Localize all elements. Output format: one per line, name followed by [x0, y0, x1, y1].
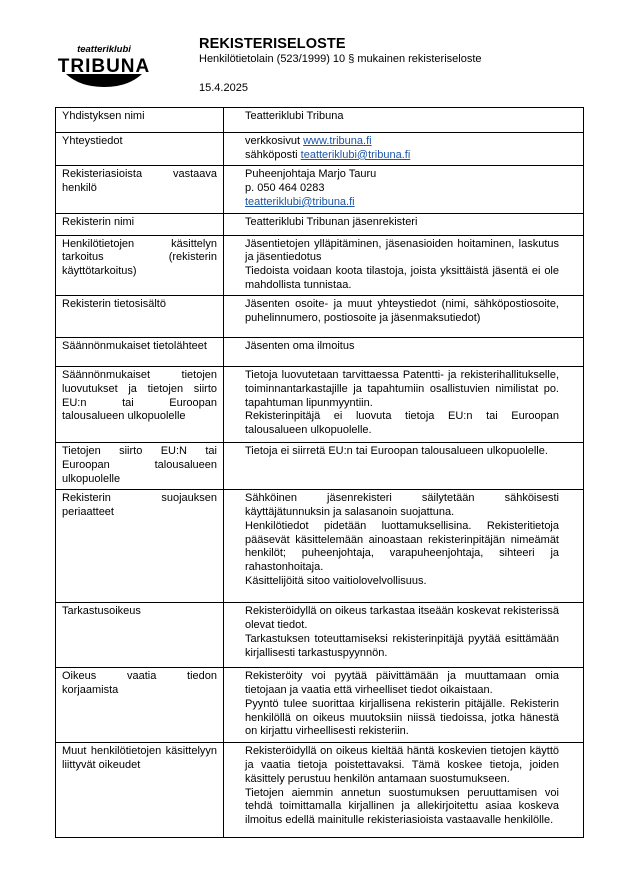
- table-row: [56, 668, 584, 743]
- value-line: Tarkastuksen toteuttamiseksi rekisterinpitäjä pyytää esittämään kirjallisesti tarkastuspyynnön.: [245, 632, 559, 659]
- row-label: Muut henkilötietojen käsittelyyn liittyvät oikeudet: [56, 743, 224, 838]
- contact-email-link[interactable]: teatteriklubi@tribuna.fi: [245, 195, 355, 208]
- table-row: [56, 235, 584, 296]
- row-label: Tarkastusoikeus: [56, 603, 224, 668]
- table-row: [56, 338, 584, 367]
- website-line: [245, 135, 559, 149]
- row-value: [224, 443, 584, 490]
- value-line: Jäsenten osoite- ja muut yhteystiedot (nimi, sähköpostiosoite, puhelinnumero, postiosoite ja jäsenmaksutiedot): [245, 298, 559, 325]
- value-line: Pyyntö tulee suorittaa kirjallisena rekisterin pitäjälle. Rekisterin henkilöllä on oikeus muutoksiin niissä tiedoissa, jotka hänestä on kirjattu virheellisesti rekisteriin.: [245, 697, 559, 738]
- row-label: Tietojen siirto EU:N tai Euroopan talousalueen ulkopuolelle: [56, 443, 224, 490]
- row-label: Henkilötietojen käsittelyn tarkoitus (rekisterin käyttötarkoitus): [56, 235, 224, 296]
- document-subtitle: Henkilötietolain (523/1999) 10 § mukainen rekisteriseloste: [199, 53, 482, 65]
- row-value: [224, 296, 584, 338]
- value-line: Teatteriklubi Tribuna: [245, 110, 344, 122]
- table-row: [56, 133, 584, 166]
- value-line: Rekisteröidyllä on oikeus tarkastaa itseään koskevat rekisterissä olevat tiedot.: [245, 605, 559, 632]
- row-label: Rekisterin tietosisältö: [56, 296, 224, 338]
- value-line: Tietojen aiemmin annetun suostumuksen peruuttamisen voi tehdä toimittamalla kirjallinen ja allekirjoitettu asiaa koskeva ilmoitus edellä mainitulle rekisteriasioista vastaavalle henkilölle.: [245, 786, 559, 826]
- tribuna-logo-graphic: [58, 40, 150, 92]
- value-line: Rekisterinpitäjä ei luovuta tietoja EU:n tai Euroopan talousalueen ulkopuolelle.: [245, 410, 559, 437]
- value-line: Tietoja luovutetaan tarvittaessa Patentti- ja rekisterihallitukselle, toiminnantarkastajille ja tapahtumiin osallistuvien nimilistat po. tapahtuman lipunmyyntiin.: [245, 369, 559, 409]
- row-value: [224, 108, 584, 133]
- svg-text:teatteriklubi: teatteriklubi: [77, 44, 131, 55]
- table-row: [56, 166, 584, 213]
- website-link[interactable]: www.tribuna.fi: [303, 135, 372, 147]
- row-value: [224, 743, 584, 838]
- row-value: [224, 603, 584, 668]
- value-line: Jäsentietojen ylläpitäminen, jäsenasioiden hoitaminen, laskutus ja jäsentiedotus: [245, 237, 559, 264]
- table-row: [56, 108, 584, 133]
- svg-text:TRIBUNA: TRIBUNA: [58, 56, 150, 77]
- value-line: p. 050 464 0283: [245, 182, 325, 195]
- email-label: sähköposti: [245, 148, 298, 161]
- row-value: [224, 166, 584, 213]
- row-label: Säännönmukaiset tietojen luovutukset ja tietojen siirto EU:n tai Euroopan talousalueen ulkopuolelle: [56, 367, 224, 443]
- row-value: [224, 213, 584, 235]
- row-value: [224, 338, 584, 367]
- row-label: Yhteystiedot: [56, 133, 224, 166]
- register-table: [55, 107, 584, 838]
- row-label: Rekisterin nimi: [56, 213, 224, 235]
- document-date: 15.4.2025: [199, 82, 248, 94]
- value-line: Henkilötiedot pidetään luottamuksellisina. Rekisteritietoja pääsevät käsittelemään ainoastaan rekisterinpitäjän nimeämät henkilöt; puheenjohtaja, varapuheenjohtaja, sihteeri ja rahastonhoitaja.: [245, 519, 559, 573]
- row-label: Rekisterin suojauksen periaatteet: [56, 490, 224, 603]
- row-value: [224, 668, 584, 743]
- value-line: Sähköinen jäsenrekisteri säilytetään sähköisesti käyttäjätunnuksin ja salasanoin suojattuna.: [245, 492, 559, 519]
- website-label: verkkosivut: [245, 135, 301, 147]
- table-row: [56, 213, 584, 235]
- value-line: Puheenjohtaja Marjo Tauru: [245, 168, 377, 181]
- value-line: Rekisteröity voi pyytää päivittämään ja muuttamaan omia tietojaan ja vaatia että virheelliset tiedot oikaistaan.: [245, 670, 559, 697]
- document-title: REKISTERISELOSTE: [199, 36, 346, 52]
- table-row: [56, 443, 584, 490]
- tribuna-logo: [58, 40, 150, 92]
- row-value: [224, 367, 584, 443]
- table-row: [56, 743, 584, 838]
- table-row: [56, 603, 584, 668]
- row-label: Oikeus vaatia tiedon korjaamista: [56, 668, 224, 743]
- value-line: Jäsenten oma ilmoitus: [245, 340, 355, 353]
- email-line: [245, 149, 559, 163]
- value-line: Käsittelijöitä sitoo vaitiolovelvollisuus.: [245, 574, 427, 587]
- value-line: Tietoja ei siirretä EU:n tai Euroopan talousalueen ulkopuolelle.: [245, 445, 548, 458]
- row-label: Yhdistyksen nimi: [56, 108, 224, 133]
- row-value: [224, 133, 584, 166]
- table-row: [56, 367, 584, 443]
- table-row: [56, 490, 584, 603]
- row-label: Rekisteriasioista vastaava henkilö: [56, 166, 224, 213]
- value-line: Tiedoista voidaan koota tilastoja, joista yksittäistä jäsentä ei ole mahdollista tunnistaa.: [245, 264, 559, 291]
- value-line: Teatteriklubi Tribunan jäsenrekisteri: [245, 215, 418, 228]
- email-link[interactable]: teatteriklubi@tribuna.fi: [300, 148, 411, 161]
- row-value: [224, 235, 584, 296]
- value-line: Rekisteröidyllä on oikeus kieltää häntä koskevien tietojen käyttö ja vaatia tietoja poistettavaksi. Tämä koskee tietoja, joiden käsittely perustuu henkilön antamaan suostumukseen.: [245, 745, 559, 785]
- table-row: [56, 296, 584, 338]
- row-value: [224, 490, 584, 603]
- row-label: Säännönmukaiset tietolähteet: [56, 338, 224, 367]
